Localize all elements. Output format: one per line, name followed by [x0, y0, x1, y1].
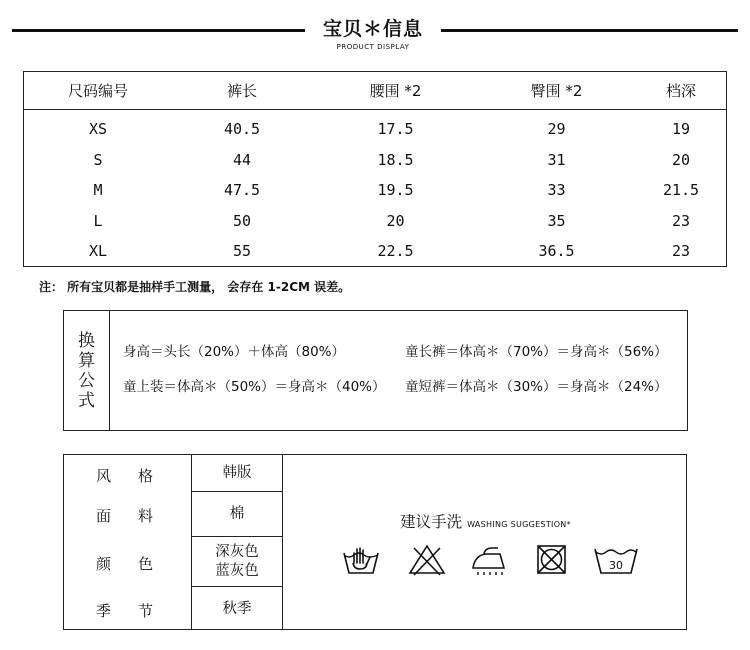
- header-hip: 臀围 *2: [530, 82, 583, 100]
- detail-value: 深灰色: [215, 543, 259, 560]
- cell-size: XL: [88, 242, 108, 260]
- page-title: 宝贝＊信息: [322, 18, 423, 40]
- cell-waist: 20: [386, 212, 405, 230]
- detail-key-char: 颜: [96, 555, 112, 573]
- cell-length: 44: [232, 151, 252, 169]
- detail-key-char: 节: [138, 602, 154, 620]
- table-row: [24, 206, 726, 236]
- cell-hip: 35: [547, 212, 566, 230]
- formula-label-char: 换: [78, 330, 95, 351]
- cell-waist: 22.5: [377, 242, 414, 260]
- column-divider: [282, 455, 283, 629]
- header-rule-right: [441, 29, 738, 32]
- header-waist: 腰围 *2: [369, 82, 422, 100]
- detail-key-char: 面: [96, 507, 112, 525]
- header-size: 尺码编号: [67, 82, 128, 100]
- low-iron-icon: [468, 543, 510, 577]
- detail-value: 棉: [229, 505, 245, 522]
- wash-30-icon: [592, 543, 640, 577]
- header-length: 裤长: [226, 82, 257, 100]
- formula-label-char: 公: [78, 370, 95, 391]
- cell-waist: 18.5: [377, 151, 414, 169]
- washing-title: [283, 510, 688, 532]
- formula-item: 身高＝头长（20%）＋体高（80%）: [123, 344, 346, 360]
- cell-hip: 29: [547, 120, 566, 138]
- table-row: [24, 114, 726, 144]
- detail-key-char: 色: [138, 555, 154, 573]
- cell-rise: 23: [671, 242, 691, 260]
- cell-hip: 36.5: [538, 242, 575, 260]
- measurement-note: 注： 所有宝贝都是抽样手工测量， 会存在 1-2CM 误差。: [39, 280, 351, 294]
- cell-length: 50: [232, 212, 252, 230]
- washing-title-cn: 建议手洗: [400, 513, 463, 531]
- washing-title-en: WASHING SUGGESTION*: [467, 520, 571, 529]
- cell-rise: 19: [671, 120, 691, 138]
- table-row: [24, 175, 726, 205]
- formula-item: 童上装＝体高＊（50%）＝身高＊（40%）: [123, 379, 386, 395]
- cell-rise: 21.5: [662, 181, 700, 199]
- detail-value-color: [192, 537, 282, 586]
- size-table-header: [24, 72, 726, 110]
- wash-temperature: 30: [609, 559, 623, 572]
- conversion-formula: [63, 310, 688, 431]
- formula-label-char: 算: [78, 350, 95, 371]
- cell-hip: 33: [547, 181, 566, 199]
- header-rule-left: [12, 29, 305, 32]
- cell-size: XS: [88, 120, 108, 138]
- cell-rise: 23: [671, 212, 691, 230]
- cell-length: 55: [232, 242, 252, 260]
- formula-label-char: 式: [78, 390, 95, 411]
- detail-value: 韩版: [222, 464, 252, 481]
- table-row: [24, 236, 726, 266]
- detail-value-style: [192, 455, 282, 491]
- cell-rise: 20: [671, 151, 691, 169]
- cell-size: L: [93, 212, 103, 230]
- detail-value-season: [192, 587, 282, 631]
- detail-key-char: 料: [138, 507, 154, 525]
- detail-value: 蓝灰色: [215, 562, 259, 579]
- detail-key-char: 格: [138, 467, 154, 485]
- detail-key-char: 季: [96, 602, 112, 620]
- formula-item: 童长裤＝体高＊（70%）＝身高＊（56%）: [405, 344, 668, 360]
- cell-size: S: [93, 151, 103, 169]
- cell-length: 40.5: [223, 120, 261, 138]
- size-table: [23, 71, 727, 267]
- header-rise: 档深: [665, 82, 696, 100]
- no-bleach-icon: [406, 543, 448, 577]
- formula-item: 童短裤＝体高＊（30%）＝身高＊（24%）: [405, 379, 668, 395]
- product-details: [63, 454, 687, 630]
- detail-value: 秋季: [222, 600, 252, 617]
- detail-value-fabric: [192, 492, 282, 536]
- formula-label: [64, 311, 110, 430]
- cell-hip: 31: [547, 151, 566, 169]
- detail-key-char: 风: [96, 467, 112, 485]
- cell-waist: 19.5: [377, 181, 414, 199]
- table-row: [24, 145, 726, 175]
- hand-wash-icon: [340, 543, 382, 577]
- cell-waist: 17.5: [377, 120, 414, 138]
- cell-length: 47.5: [223, 181, 261, 199]
- no-tumble-dry-icon: [530, 543, 572, 577]
- page-subtitle: PRODUCT DISPLAY: [336, 43, 410, 51]
- cell-size: M: [93, 181, 103, 199]
